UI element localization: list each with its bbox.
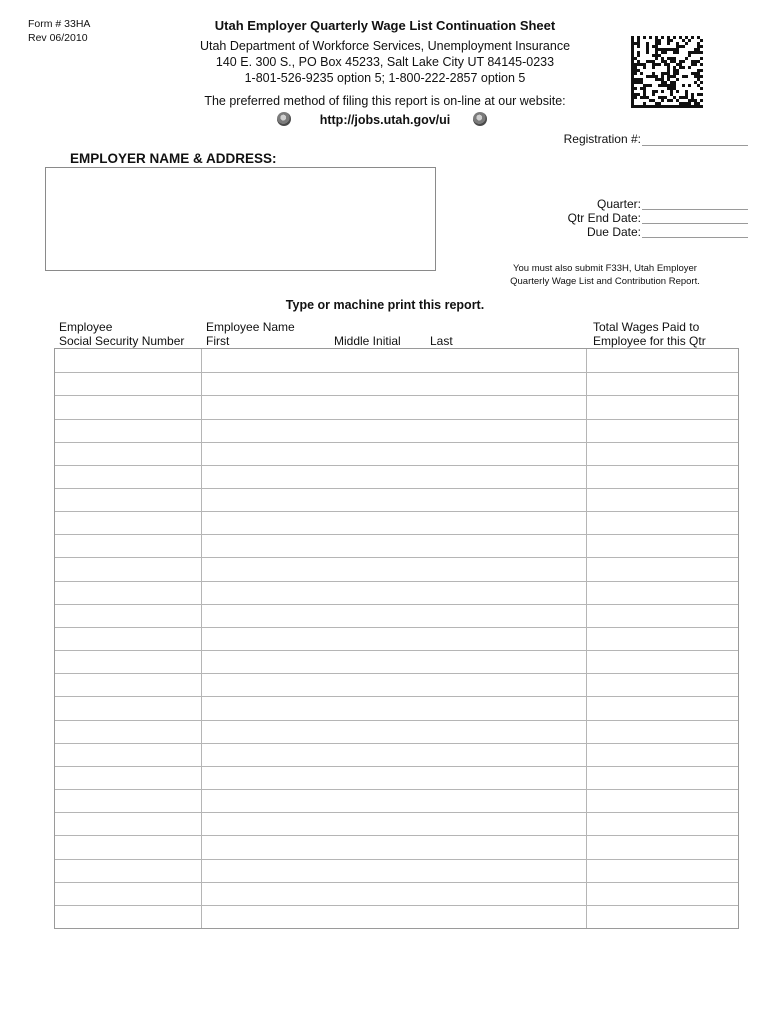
quarter-line[interactable] xyxy=(642,209,748,210)
middle-initial-header: Middle Initial xyxy=(334,334,401,348)
table-row[interactable] xyxy=(55,557,738,558)
table-row[interactable] xyxy=(55,650,738,651)
qtr-end-date-line[interactable] xyxy=(642,223,748,224)
wages-header-line1: Total Wages Paid to xyxy=(593,320,700,334)
website-link[interactable]: http://jobs.utah.gov/ui xyxy=(319,113,451,127)
table-row[interactable] xyxy=(55,696,738,697)
table-row[interactable] xyxy=(55,534,738,535)
barcode-icon xyxy=(631,36,703,108)
first-name-header: First xyxy=(206,334,230,348)
due-date-label: Due Date: xyxy=(586,225,641,239)
table-row[interactable] xyxy=(55,812,738,813)
table-row[interactable] xyxy=(55,743,738,744)
seal-icon xyxy=(473,112,487,126)
form-number: Form # 33HA xyxy=(28,18,91,30)
due-date-field[interactable] xyxy=(0,225,770,240)
table-row[interactable] xyxy=(55,720,738,721)
qtr-end-date-label: Qtr End Date: xyxy=(567,211,641,225)
registration-line[interactable] xyxy=(642,145,748,146)
registration-field[interactable] xyxy=(0,132,770,147)
table-row[interactable] xyxy=(55,372,738,373)
form-revision: Rev 06/2010 xyxy=(28,32,88,44)
preferred-method-text: The preferred method of filing this report is on-line at our website: xyxy=(204,94,566,108)
submission-notice xyxy=(470,262,740,288)
table-row[interactable] xyxy=(55,465,738,466)
table-row[interactable] xyxy=(55,488,738,489)
wage-list-table[interactable] xyxy=(54,348,739,929)
table-row[interactable] xyxy=(55,882,738,883)
table-row[interactable] xyxy=(55,395,738,396)
form-title: Utah Employer Quarterly Wage List Continuation Sheet xyxy=(214,18,556,33)
table-row[interactable] xyxy=(55,442,738,443)
table-row[interactable] xyxy=(55,859,738,860)
notice-line: Quarterly Wage List and Contribution Report. xyxy=(510,276,700,287)
qtr-end-date-field[interactable] xyxy=(0,211,770,226)
table-row[interactable] xyxy=(55,766,738,767)
quarter-field[interactable] xyxy=(0,197,770,212)
registration-label: Registration #: xyxy=(563,132,641,146)
ssn-header-line1: Employee xyxy=(59,320,113,334)
notice-line: You must also submit F33H, Utah Employer xyxy=(513,263,697,274)
quarter-label: Quarter: xyxy=(596,197,641,211)
print-instruction: Type or machine print this report. xyxy=(285,298,485,312)
name-header-line1: Employee Name xyxy=(206,320,295,334)
column-divider xyxy=(586,349,587,928)
table-row[interactable] xyxy=(55,511,738,512)
table-row[interactable] xyxy=(55,673,738,674)
due-date-line[interactable] xyxy=(642,237,748,238)
table-row[interactable] xyxy=(55,604,738,605)
wages-column-header xyxy=(593,320,706,348)
name-column-header xyxy=(206,320,295,348)
table-row[interactable] xyxy=(55,789,738,790)
agency-name: Utah Department of Workforce Services, Unemployment Insurance xyxy=(199,39,571,53)
ssn-column-header xyxy=(59,320,184,348)
table-row[interactable] xyxy=(55,835,738,836)
table-row[interactable] xyxy=(55,581,738,582)
table-row[interactable] xyxy=(55,627,738,628)
agency-phone: 1-801-526-9235 option 5; 1-800-222-2857 option 5 xyxy=(244,71,526,85)
agency-address: 140 E. 300 S., PO Box 45233, Salt Lake City UT 84145-0233 xyxy=(215,55,555,69)
table-row[interactable] xyxy=(55,905,738,906)
employer-heading: EMPLOYER NAME & ADDRESS: xyxy=(70,151,277,166)
ssn-header-line2: Social Security Number xyxy=(59,334,185,348)
wages-header-line2: Employee for this Qtr xyxy=(593,334,706,348)
table-row[interactable] xyxy=(55,419,738,420)
last-name-header: Last xyxy=(430,334,453,348)
column-divider xyxy=(201,349,202,928)
